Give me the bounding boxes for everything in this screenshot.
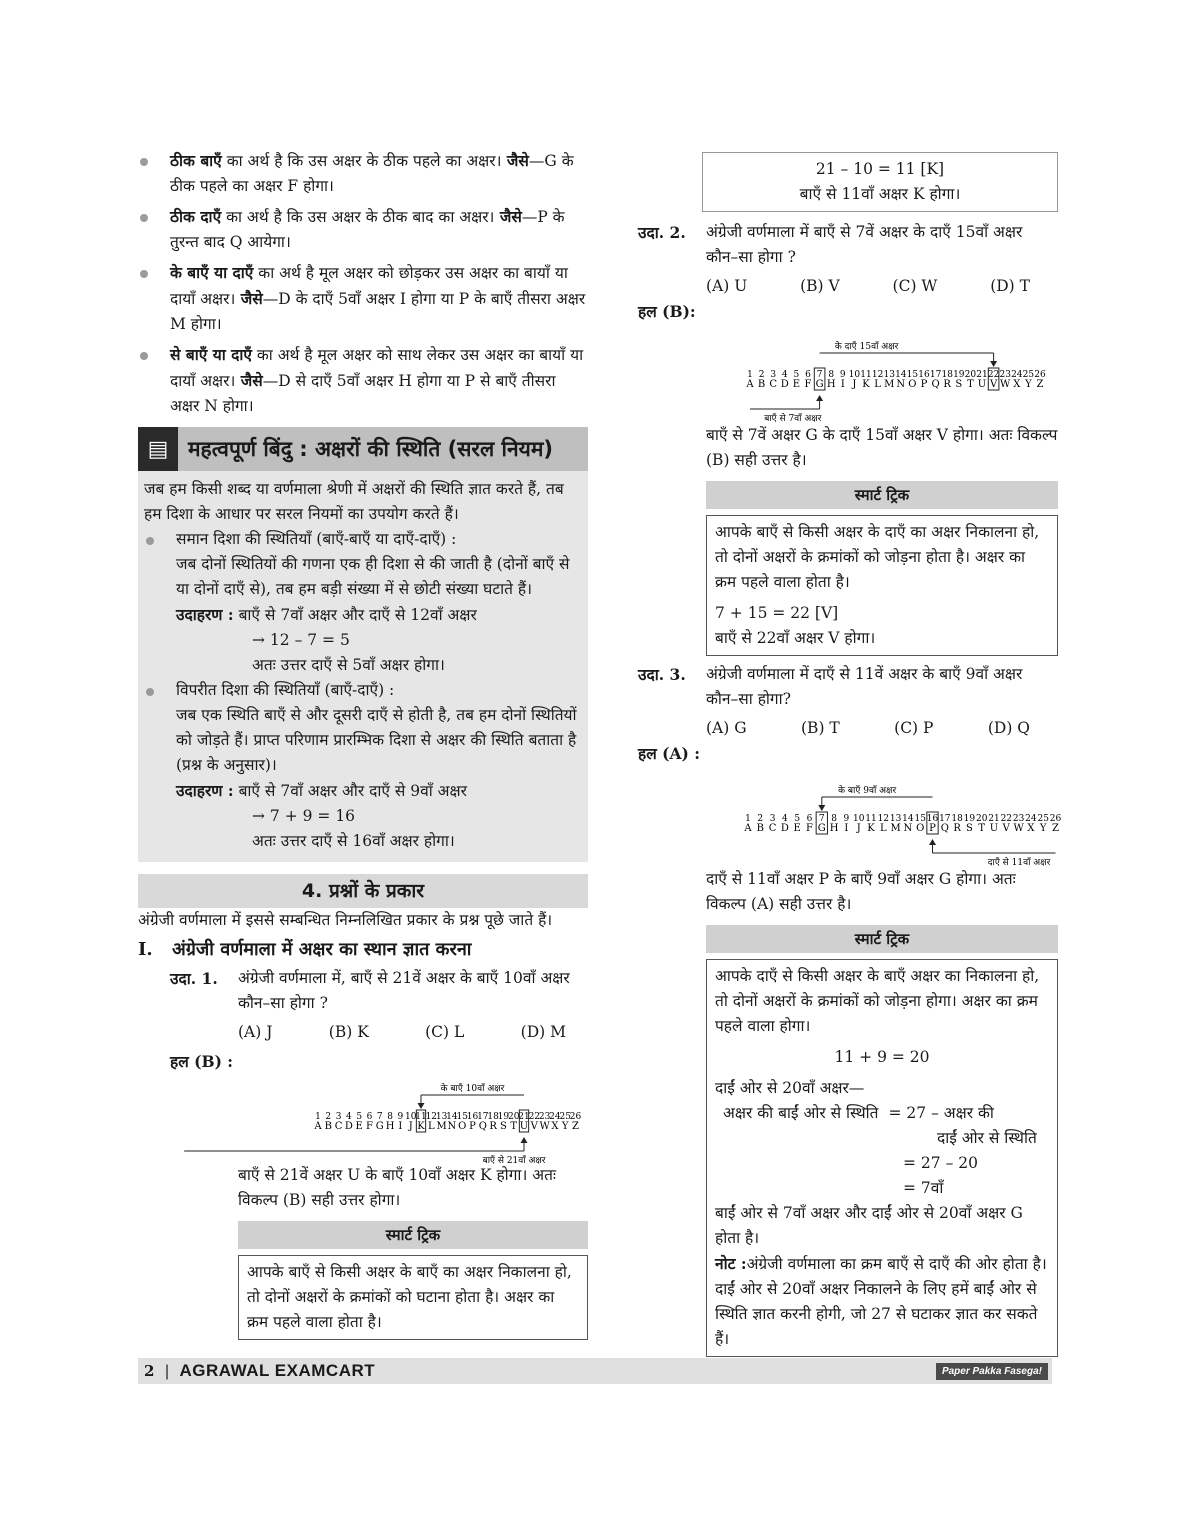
alphabet-number: 17 — [477, 1112, 489, 1122]
question-text: अंग्रेजी वर्णमाला में, बाएँ से 21वें अक्षर के बाएँ 10वाँ अक्षर कौन–सा होगा ? — [238, 969, 570, 1012]
alphabet-letter: S — [955, 379, 963, 390]
alphabet-letter: C — [768, 823, 777, 834]
bullet-dot-icon — [140, 270, 148, 278]
alphabet-letter: A — [314, 1121, 322, 1132]
alphabet-letter: J — [852, 379, 857, 390]
bullet-item — [138, 342, 588, 419]
smart-trick-calc: 7 + 15 = 22 [V] — [715, 604, 839, 622]
bottom-arrow-label: बाएँ से 21वाँ अक्षर — [482, 1156, 546, 1166]
note-text: अंग्रेजी वर्णमाला का क्रम बाएँ से दाएँ की ओर होता है। दाईं ओर से 20वाँ अक्षर निकालने के लिए हमें बाईं ओर से स्थिति ज्ञात करनी होगी, जो 27 से घटाकर ज्ञात कर सकते हैं। — [715, 1255, 1047, 1348]
alphabet-number: 22 — [1000, 814, 1013, 824]
alphabet-number: 25 — [1022, 370, 1035, 380]
alphabet-number: 22 — [528, 1112, 541, 1122]
brand-tagline: Paper Pakka Fasega! — [936, 1363, 1048, 1380]
alphabet-letter: G — [815, 379, 824, 390]
smart-trick-line: दाईं ओर से 20वाँ अक्षर— — [715, 1079, 865, 1097]
smart-trick-title: स्मार्ट ट्रिक — [706, 925, 1058, 953]
alphabet-letter: I — [840, 379, 845, 390]
alphabet-number: 11 — [865, 814, 877, 824]
option: (D) M — [520, 1023, 566, 1041]
smart-trick-text: आपके बाएँ से किसी अक्षर के दाएँ का अक्षर निकालना हो, तो दोनों अक्षरों के क्रमांकों को जोड़ना होता है। अक्षर का क्रम पहले वाला होता है। — [715, 523, 1040, 591]
alphabet-number: 7 — [816, 370, 823, 380]
smart-trick-box — [706, 959, 1058, 1357]
alphabet-letter: P — [469, 1121, 476, 1132]
subheading-number: I. — [138, 939, 153, 960]
alphabet-letter: I — [398, 1121, 403, 1132]
alphabet-number: 7 — [376, 1112, 383, 1122]
alphabet-number: 9 — [843, 814, 850, 824]
alphabet-number: 19 — [953, 370, 965, 380]
alphabet-letter: O — [908, 379, 917, 390]
smart-trick-calc: 11 + 9 = 20 — [834, 1048, 930, 1066]
important-points-header — [138, 427, 588, 471]
rule-opposite-direction — [144, 678, 582, 854]
alphabet-number: 24 — [1011, 370, 1023, 380]
top-arrow-label: के बाएँ 9वाँ अक्षर — [838, 786, 897, 796]
note-label: नोट : — [715, 1254, 747, 1273]
bullet-eg-label: जैसे — [235, 289, 263, 308]
bullet-example: —P के तुरन्त बाद Q आयेगा। — [170, 208, 565, 251]
alphabet-number: 19 — [497, 1112, 510, 1122]
alphabet-number: 16 — [466, 1112, 479, 1122]
example-1-continued-box — [702, 152, 1058, 212]
alphabet-number: 6 — [366, 1112, 373, 1122]
alphabet-number: 25 — [1037, 814, 1049, 824]
example-text: बाएँ से 7वाँ अक्षर और दाएँ से 12वाँ अक्षर — [233, 606, 477, 624]
alphabet-number: 6 — [805, 370, 811, 380]
smart-trick-line: = 27 – 20 — [903, 1154, 978, 1172]
alphabet-letter: V — [1002, 823, 1010, 834]
options — [638, 274, 1058, 299]
solution-explanation: दाएँ से 11वाँ अक्षर P के बाएँ 9वाँ अक्षर G होगा। अतः विकल्प (A) सही उत्तर है। — [706, 870, 1016, 913]
alphabet-number: 21 — [976, 370, 988, 380]
bullet-example: —D से दाएँ 5वाँ अक्षर H होगा या P से बाएँ तीसरा अक्षर N होगा। — [170, 372, 556, 415]
alphabet-number: 2 — [757, 814, 764, 824]
option: (A) G — [706, 719, 747, 737]
alphabet-letter: Z — [572, 1121, 579, 1132]
alphabet-diagram — [638, 325, 1058, 424]
alphabet-letter: R — [953, 823, 961, 834]
alphabet-letter: F — [804, 379, 812, 390]
alphabet-letter: X — [1027, 823, 1035, 834]
alphabet-diagram — [638, 767, 1062, 868]
example-1 — [138, 966, 588, 1340]
alphabet-number: 23 — [538, 1112, 551, 1122]
bullet-eg-label: जैसे — [501, 151, 529, 170]
smart-trick-text: आपके दाएँ से किसी अक्षर के बाएँ अक्षर का निकालना हो, तो दोनों अक्षरों के क्रमांकों को जोड़ना होगा। अक्षर का क्रम पहले वाला होगा। — [715, 967, 1040, 1035]
smart-trick-line: अक्षर की बाईं ओर से स्थिति — [723, 1104, 879, 1122]
alphabet-letter: Q — [931, 379, 940, 390]
alphabet-number: 4 — [781, 370, 788, 380]
alphabet-letter: K — [867, 823, 875, 834]
alphabet-number: 21 — [518, 1112, 530, 1122]
smart-trick-title: स्मार्ट ट्रिक — [706, 481, 1058, 509]
option: (C) W — [892, 277, 938, 295]
alphabet-letter: U — [519, 1121, 529, 1132]
alphabet-letter: A — [746, 379, 754, 390]
alphabet-number: 17 — [939, 814, 951, 824]
alphabet-letter: K — [417, 1121, 425, 1132]
alphabet-number: 18 — [951, 814, 963, 824]
alphabet-letter: F — [806, 823, 813, 834]
alphabet-number: 16 — [926, 814, 939, 824]
alphabet-letter: S — [499, 1121, 507, 1132]
alphabet-number: 21 — [988, 814, 1000, 824]
alphabet-number: 18 — [487, 1112, 499, 1122]
bullet-dot-icon — [146, 688, 154, 696]
arrow-head-icon — [818, 805, 825, 811]
smart-trick-title: स्मार्ट ट्रिक — [238, 1221, 588, 1249]
option: (D) T — [990, 277, 1030, 295]
smart-trick-line: दाईं ओर से स्थिति — [937, 1129, 1037, 1147]
example-label: उदा. 2. — [638, 223, 686, 242]
alphabet-number: 10 — [848, 370, 861, 380]
alphabet-letter: R — [489, 1121, 497, 1132]
alphabet-letter: I — [844, 823, 849, 834]
example-2 — [638, 220, 1058, 656]
alphabet-number: 6 — [806, 814, 813, 824]
alphabet-letter: V — [989, 379, 998, 390]
alphabet-letter: D — [344, 1121, 353, 1132]
alphabet-letter: Q — [940, 823, 949, 834]
rule-example — [176, 602, 582, 628]
alphabet-number: 24 — [549, 1112, 561, 1122]
option: (B) V — [800, 277, 840, 295]
alphabet-letter: L — [427, 1121, 435, 1132]
smart-trick-line: = 27 – अक्षर की — [888, 1104, 994, 1122]
alphabet-number: 13 — [435, 1112, 448, 1122]
bullet-text: का अर्थ है मूल अक्षर को छोड़कर उस अक्षर का बायाँ या दायाँ अक्षर। — [170, 264, 568, 308]
alphabet-number: 13 — [889, 814, 902, 824]
options — [638, 716, 1058, 741]
solution-label: हल (B): — [638, 302, 696, 321]
alphabet-number: 19 — [963, 814, 976, 824]
bullet-item — [138, 148, 588, 199]
bullet-example: —G के ठीक पहले का अक्षर F होगा। — [170, 152, 574, 195]
alphabet-number: 5 — [793, 370, 800, 380]
left-column — [138, 148, 588, 1340]
alphabet-letter: Y — [1039, 823, 1047, 834]
bullet-term: से बाएँ या दाएँ — [170, 345, 252, 364]
alphabet-number: 26 — [1049, 814, 1062, 824]
alphabet-number: 2 — [325, 1112, 332, 1122]
bullet-term: के बाएँ या दाएँ — [170, 263, 254, 282]
alphabet-letter: O — [916, 823, 925, 834]
alphabet-letter: P — [929, 823, 936, 834]
books-icon: ▤ — [138, 427, 178, 471]
arrow-head-icon — [418, 1103, 425, 1109]
alphabet-letter: M — [884, 379, 895, 390]
alphabet-letter: E — [793, 823, 801, 834]
bullet-eg-label: जैसे — [235, 371, 263, 390]
bullet-item — [138, 260, 588, 337]
alphabet-number: 15 — [906, 370, 919, 380]
important-points-box — [138, 471, 588, 862]
alphabet-number: 20 — [507, 1112, 520, 1122]
option: (A) J — [238, 1023, 273, 1041]
alphabet-letter: D — [780, 823, 789, 834]
section-intro: अंग्रेजी वर्णमाला में इससे सम्बन्धित निम्नलिखित प्रकार के प्रश्न पूछे जाते हैं। — [138, 911, 553, 929]
alphabet-number: 2 — [758, 370, 765, 380]
page-footer — [138, 1358, 1052, 1384]
important-points-title: महत्वपूर्ण बिंदु : अक्षरों की स्थिति (सरल नियम) — [188, 436, 553, 461]
option: (C) L — [425, 1023, 465, 1041]
example-label: उदा. 1. — [170, 969, 218, 988]
option: (A) U — [706, 277, 748, 295]
alphabet-letter: B — [324, 1121, 332, 1132]
solution-label: हल (A) : — [638, 744, 700, 763]
smart-trick-box — [706, 515, 1058, 656]
alphabet-number: 22 — [987, 370, 1000, 380]
bullet-example: —D के दाएँ 5वाँ अक्षर I होगा या P के बाएँ तीसरा अक्षर M होगा। — [170, 290, 586, 333]
rule-example — [176, 778, 582, 804]
bullet-item — [138, 204, 588, 255]
option: (B) T — [801, 719, 840, 737]
smart-trick-line: बाईं ओर से 7वाँ अक्षर और दाईं ओर से 20वाँ अक्षर G होता है। — [715, 1204, 1023, 1247]
alphabet-number: 20 — [964, 370, 977, 380]
alphabet-number: 9 — [839, 370, 846, 380]
alphabet-number: 11 — [860, 370, 872, 380]
options — [170, 1020, 588, 1045]
alphabet-letter: R — [943, 379, 951, 390]
alphabet-number: 1 — [315, 1112, 321, 1122]
example-label: उदा. 3. — [638, 665, 686, 684]
alphabet-letter: W — [1000, 379, 1011, 390]
alphabet-letter: W — [539, 1121, 550, 1132]
alphabet-letter: Y — [1025, 379, 1032, 390]
alphabet-number: 1 — [745, 814, 751, 824]
option: (C) P — [894, 719, 934, 737]
alphabet-letter: L — [879, 823, 887, 834]
top-arrow-label: के दाएँ 15वाँ अक्षर — [834, 342, 899, 352]
alphabet-letter: J — [856, 823, 861, 834]
top-arrow-label: के बाएँ 10वाँ अक्षर — [440, 1084, 505, 1094]
alphabet-number: 18 — [941, 370, 953, 380]
option: (B) K — [328, 1023, 369, 1041]
alphabet-number: 17 — [929, 370, 942, 380]
smart-trick-line: = 7वाँ — [903, 1179, 944, 1197]
alphabet-number: 8 — [387, 1112, 393, 1122]
alphabet-number: 14 — [895, 370, 907, 380]
bullet-eg-label: जैसे — [494, 207, 522, 226]
alphabet-number: 1 — [747, 370, 753, 380]
bullet-dot-icon — [140, 158, 148, 166]
alphabet-number: 23 — [999, 370, 1011, 380]
alphabet-letter: H — [385, 1121, 395, 1132]
page-number: 2 — [144, 1362, 155, 1380]
smart-trick-box: आपके बाएँ से किसी अक्षर के बाएँ का अक्षर निकालना हो, तो दोनों अक्षरों के क्रमांकों को घटाना होता है। अक्षर का क्रम पहले वाला होता है। — [238, 1255, 588, 1340]
alphabet-number: 3 — [335, 1112, 342, 1122]
alphabet-number: 9 — [397, 1112, 404, 1122]
alphabet-letter: X — [551, 1121, 559, 1132]
alphabet-letter: Z — [1052, 823, 1059, 834]
important-intro: जब हम किसी शब्द या वर्णमाला श्रेणी में अक्षरों की स्थिति ज्ञात करते हैं, तब हम दिशा के आधार पर सरल नियमों का उपयोग करते हैं। — [144, 480, 564, 523]
example-text: बाएँ से 7वाँ अक्षर और दाएँ से 9वाँ अक्षर — [233, 782, 467, 800]
footer-separator: | — [164, 1362, 170, 1380]
alphabet-number: 13 — [883, 370, 895, 380]
alphabet-letter: D — [780, 379, 789, 390]
alphabet-letter: T — [978, 823, 986, 834]
arrow-head-icon — [816, 395, 823, 401]
alphabet-number: 3 — [770, 370, 777, 380]
calc-answer: बाएँ से 11वाँ अक्षर K होगा। — [799, 185, 961, 203]
alphabet-number: 8 — [828, 370, 835, 380]
alphabet-number: 5 — [356, 1112, 363, 1122]
alphabet-letter: T — [967, 379, 974, 390]
alphabet-diagram — [170, 1075, 588, 1166]
bullet-dot-icon — [140, 352, 148, 360]
alphabet-number: 11 — [415, 1112, 427, 1122]
alphabet-letter: M — [890, 823, 901, 834]
alphabet-letter: Y — [561, 1121, 569, 1132]
alphabet-number: 26 — [569, 1112, 582, 1122]
example-label: उदाहरण : — [176, 781, 234, 800]
smart-trick-answer: बाएँ से 22वाँ अक्षर V होगा। — [715, 629, 876, 647]
alphabet-letter: O — [458, 1121, 467, 1132]
alphabet-number: 20 — [975, 814, 988, 824]
alphabet-letter: E — [355, 1121, 363, 1132]
alphabet-letter: E — [792, 379, 801, 390]
rule-heading: समान दिशा की स्थितियाँ (बाएँ-बाएँ या दाएँ-दाएँ) : — [176, 530, 457, 548]
alphabet-number: 4 — [782, 814, 788, 824]
solution-explanation: बाएँ से 21वें अक्षर U के बाएँ 10वाँ अक्षर K होगा। अतः विकल्प (B) सही उत्तर होगा। — [238, 1166, 557, 1209]
alphabet-number: 12 — [871, 370, 884, 380]
alphabet-letter: C — [769, 379, 778, 390]
alphabet-letter: H — [829, 823, 839, 834]
example-3 — [638, 662, 1062, 1357]
alphabet-letter: Z — [1036, 379, 1044, 390]
section-title: 4. प्रश्नों के प्रकार — [138, 874, 588, 908]
solution-explanation: बाएँ से 7वें अक्षर G के दाएँ 15वाँ अक्षर V होगा। अतः विकल्प (B) सही उत्तर है। — [706, 426, 1058, 469]
alphabet-letter: N — [896, 379, 906, 390]
brand-logo: AGRAWAL EXAMCART — [179, 1361, 376, 1380]
alphabet-letter: N — [903, 823, 913, 834]
calc-line: 21 – 10 = 11 [K] — [815, 160, 945, 178]
rule-text: जब दोनों स्थितियों की गणना एक ही दिशा से की जाती है (दोनों बाएँ से या दोनों दाएँ से), तब हम बड़ी संख्या में से छोटी संख्या घटाते हैं। — [176, 555, 570, 598]
alphabet-number: 16 — [918, 370, 930, 380]
alphabet-number: 12 — [877, 814, 890, 824]
bullet-term: ठीक दाएँ — [170, 207, 222, 226]
alphabet-number: 7 — [818, 814, 825, 824]
question-text: अंग्रेजी वर्णमाला में बाएँ से 7वें अक्षर के दाएँ 15वाँ अक्षर कौन–सा होगा ? — [706, 223, 1023, 266]
alphabet-letter: F — [366, 1121, 373, 1132]
example-answer: अतः उत्तर दाएँ से 16वाँ अक्षर होगा। — [252, 832, 455, 850]
note — [715, 1251, 1049, 1352]
alphabet-number: 15 — [914, 814, 926, 824]
bullet-dot-icon — [146, 537, 154, 545]
alphabet-letter: C — [334, 1121, 343, 1132]
example-calc: → 12 – 7 = 5 — [252, 631, 350, 649]
alphabet-number: 23 — [1012, 814, 1025, 824]
alphabet-number: 14 — [446, 1112, 458, 1122]
alphabet-number: 4 — [346, 1112, 352, 1122]
alphabet-letter: U — [977, 379, 987, 390]
alphabet-letter: N — [447, 1121, 457, 1132]
alphabet-number: 3 — [769, 814, 776, 824]
subheading — [138, 937, 588, 962]
arrow-head-icon — [929, 839, 936, 845]
bullet-text: का अर्थ है कि उस अक्षर के ठीक बाद का अक्षर। — [221, 208, 495, 226]
rule-heading: विपरीत दिशा की स्थितियाँ (बाएँ-दाएँ) : — [176, 681, 395, 699]
example-label: उदाहरण : — [176, 605, 234, 624]
example-calc: → 7 + 9 = 16 — [252, 807, 356, 825]
right-column — [638, 152, 1062, 1357]
alphabet-letter: G — [817, 823, 826, 834]
alphabet-letter: G — [375, 1121, 384, 1132]
arrow-head-icon — [521, 1137, 528, 1143]
alphabet-number: 5 — [794, 814, 801, 824]
alphabet-letter: J — [408, 1121, 413, 1132]
rule-text: जब एक स्थिति बाएँ से और दूसरी दाएँ से होती है, तब हम दोनों स्थितियों को जोड़ते हैं। प्राप्त परिणाम प्रारम्भिक दिशा से अक्षर की स्थिति बताता है (प्रश्न के अनुसार)। — [176, 706, 577, 774]
alphabet-letter: L — [874, 379, 881, 390]
bullet-dot-icon — [140, 214, 148, 222]
bullet-term: ठीक बाएँ — [170, 151, 222, 170]
alphabet-number: 15 — [456, 1112, 468, 1122]
alphabet-number: 24 — [1025, 814, 1037, 824]
bullet-text: का अर्थ है मूल अक्षर को साथ लेकर उस अक्षर का बायाँ या दायाँ अक्षर। — [170, 346, 584, 390]
option: (D) Q — [987, 719, 1030, 737]
alphabet-number: 26 — [1034, 370, 1046, 380]
alphabet-number: 8 — [831, 814, 837, 824]
alphabet-letter: H — [826, 379, 836, 390]
subheading-text: अंग्रेजी वर्णमाला में अक्षर का स्थान ज्ञात करना — [172, 939, 472, 960]
alphabet-letter: P — [920, 379, 928, 390]
alphabet-letter: U — [989, 823, 999, 834]
alphabet-letter: M — [436, 1121, 447, 1132]
example-answer: अतः उत्तर दाएँ से 5वाँ अक्षर होगा। — [252, 656, 445, 674]
bottom-arrow-label: बाएँ से 7वाँ अक्षर — [764, 414, 822, 424]
alphabet-letter: B — [757, 379, 766, 390]
alphabet-letter: T — [510, 1121, 518, 1132]
alphabet-number: 10 — [852, 814, 865, 824]
alphabet-letter: Q — [478, 1121, 487, 1132]
alphabet-letter: S — [965, 823, 973, 834]
alphabet-letter: B — [756, 823, 764, 834]
arrow-head-icon — [990, 361, 997, 367]
alphabet-number: 10 — [404, 1112, 417, 1122]
alphabet-number: 25 — [559, 1112, 571, 1122]
alphabet-number: 14 — [902, 814, 914, 824]
alphabet-letter: K — [862, 379, 870, 390]
rule-same-direction — [144, 527, 582, 678]
alphabet-letter: V — [530, 1121, 538, 1132]
alphabet-letter: A — [744, 823, 752, 834]
question-text: अंग्रेजी वर्णमाला में दाएँ से 11वें अक्षर के बाएँ 9वाँ अक्षर कौन–सा होगा? — [706, 665, 1023, 708]
bottom-arrow-label: दाएँ से 11वाँ अक्षर — [987, 858, 1051, 868]
bullet-text: का अर्थ है कि उस अक्षर के ठीक पहले का अक्षर। — [221, 152, 502, 170]
alphabet-number: 12 — [425, 1112, 438, 1122]
alphabet-letter: X — [1013, 379, 1021, 390]
alphabet-letter: W — [1013, 823, 1024, 834]
solution-label: हल (B) : — [170, 1052, 234, 1071]
